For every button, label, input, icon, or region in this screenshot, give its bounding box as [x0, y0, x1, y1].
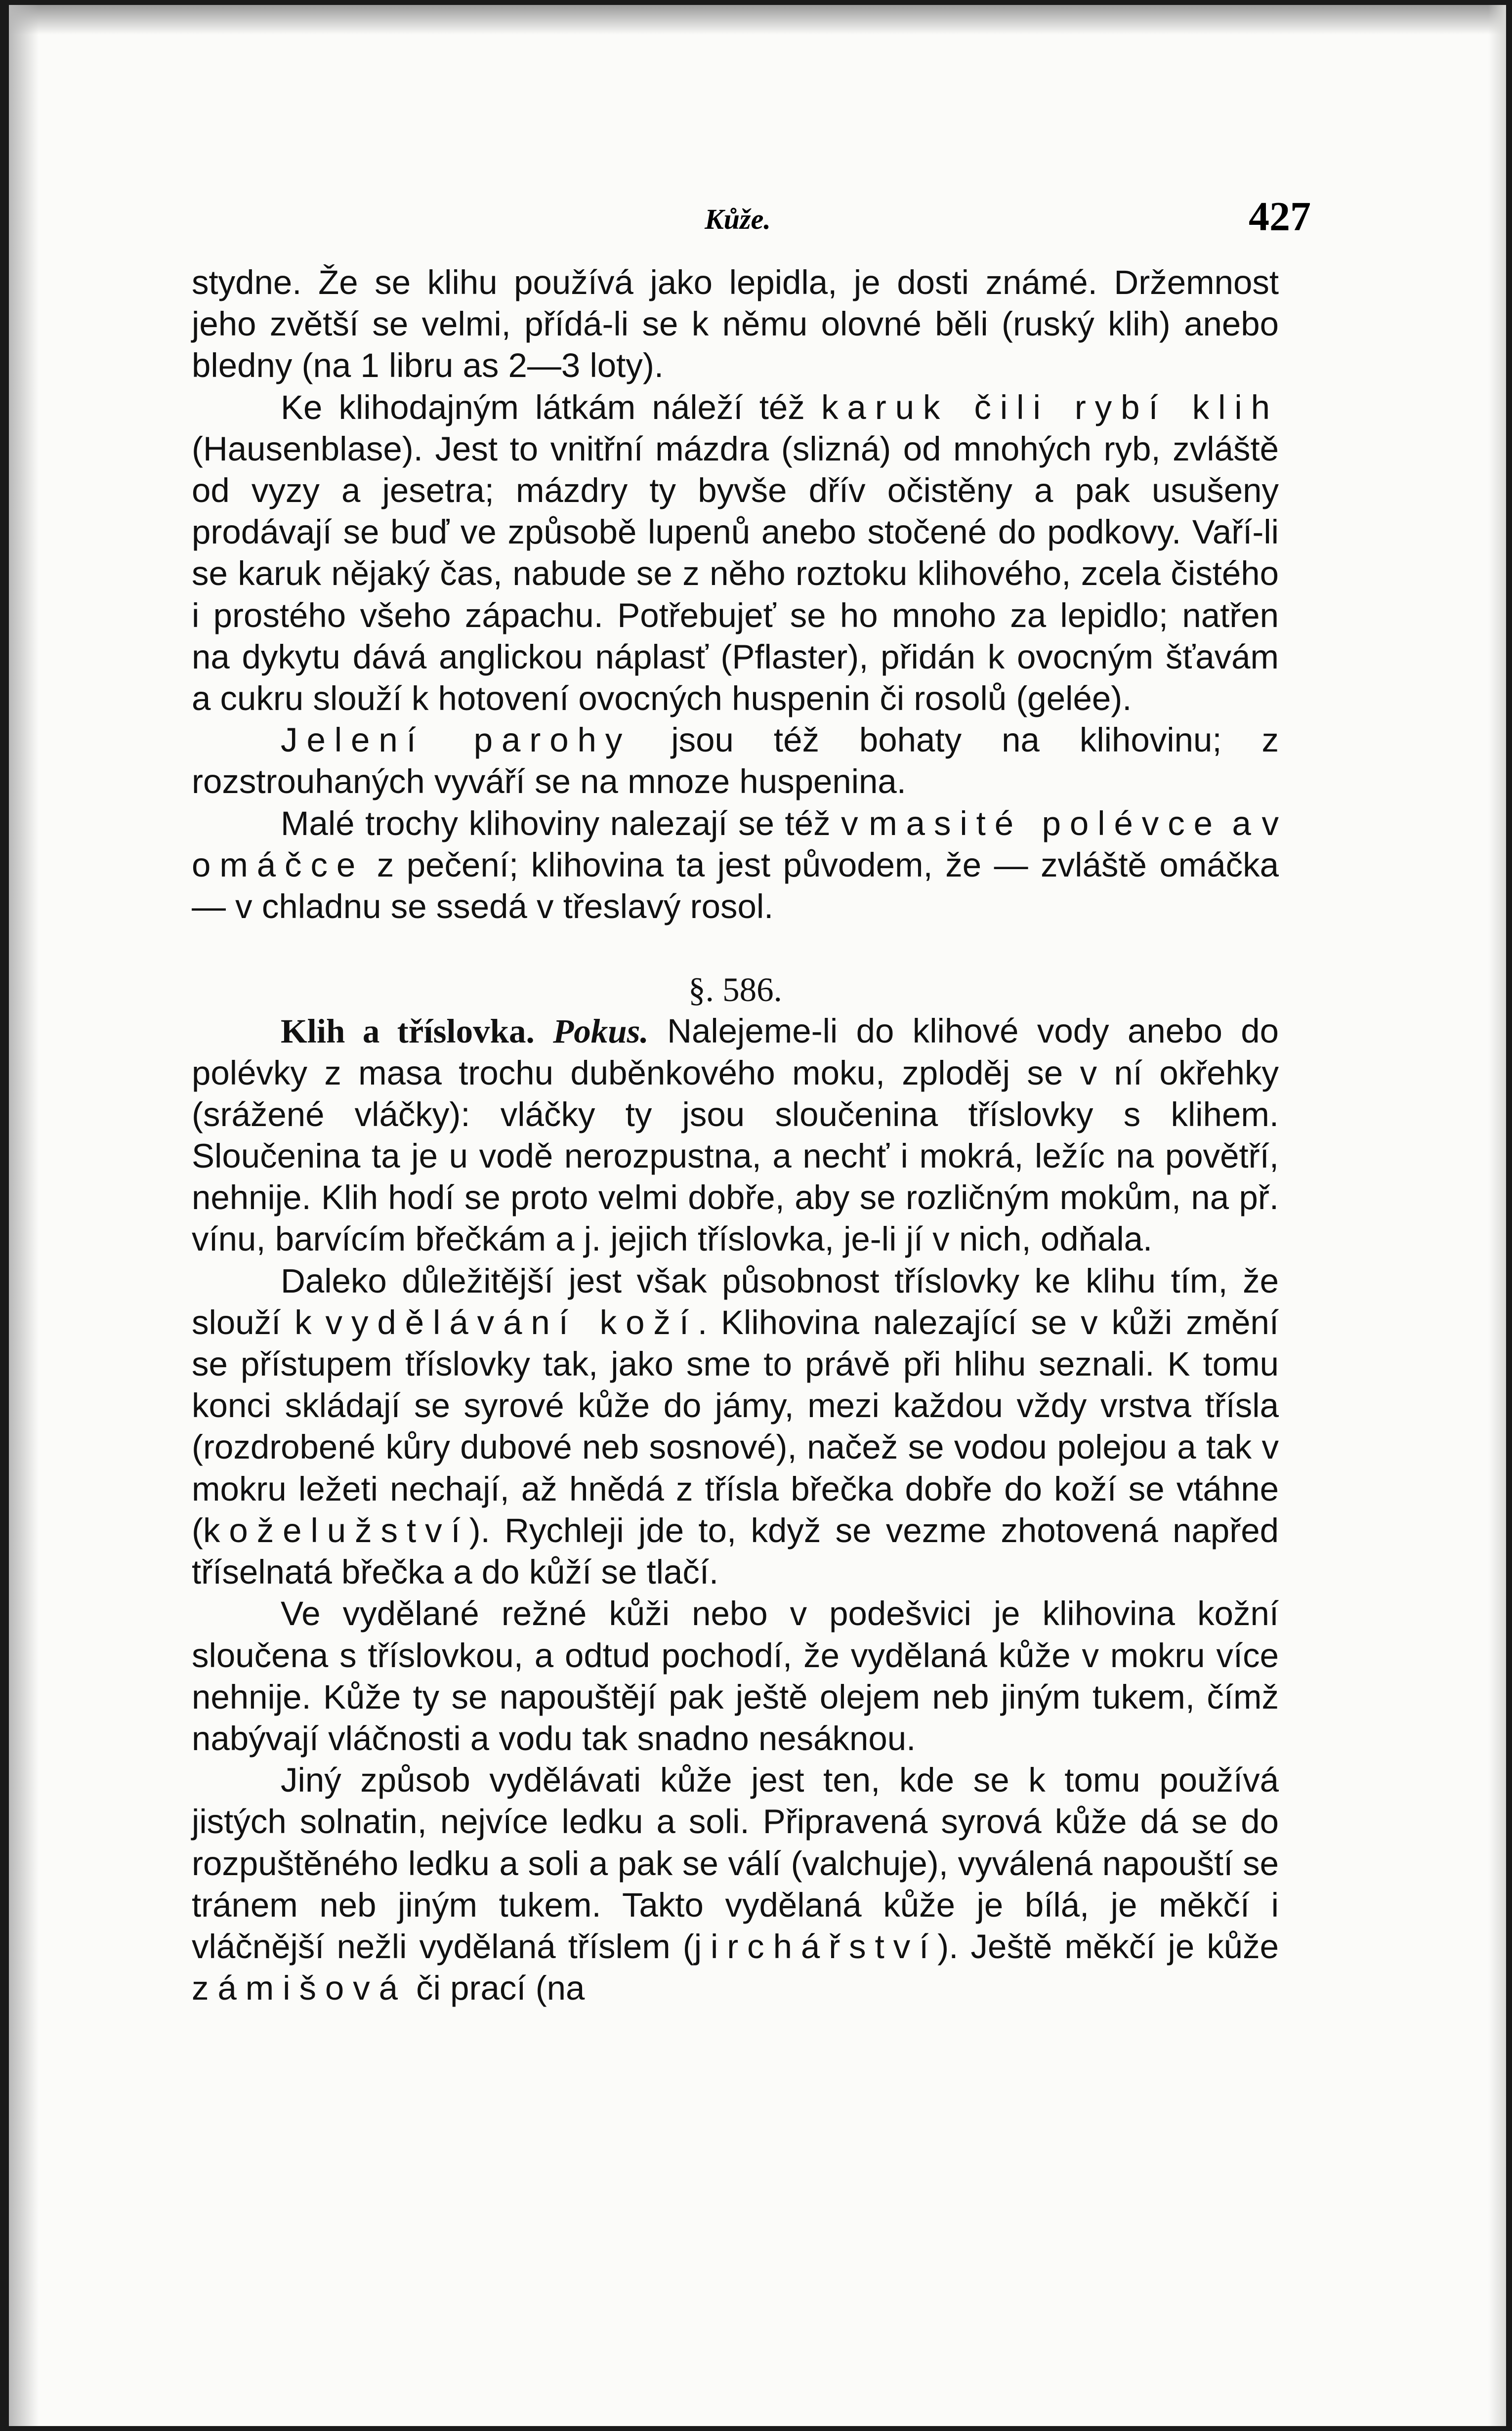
page-top-shadow	[9, 5, 1506, 35]
paragraph	[192, 387, 1279, 720]
paragraph-text: Ke klihodajným látkám náleží též	[281, 388, 821, 426]
paragraph-text: a v	[1221, 804, 1279, 842]
paragraph	[192, 1760, 1279, 2009]
section-heading: Klih a tříslovka.	[281, 1012, 535, 1050]
paragraph-text: Nalejeme-li do klihové vody anebo do polévky z masa trochu duběnkového moku, zploděj se v ní okřehky (srážené vláčky): vláčky ty jsou sloučenina tříslovky s klihem. Sloučenina ta je u vodě nerozpustna, a nechť i mokrá, ležíc na povětří, nehnije. Klih hodí se proto velmi dobře, aby se rozličným mokům, na př. vínu, barvícím břečkám a j. jejich tříslovka, je-li jí v nich, odňala.	[192, 1012, 1279, 1258]
paragraph	[192, 1593, 1279, 1760]
paragraph	[192, 803, 1279, 928]
emphasis-text: zámišová	[192, 1969, 407, 2008]
running-head: Kůže.	[705, 203, 771, 235]
paragraph-text: stydne. Že se klihu používá jako lepidla, je dosti známé. Držemnost jeho zvětší se velmi, přídá-li se k němu olovné běli (ruský klih) anebo bledny (na 1 libru as 2—3 loty).	[192, 263, 1279, 385]
paragraph-text: Daleko důležitější jest však působnost tříslovky ke klihu tím, že slouží k	[192, 1261, 1279, 1341]
paragraph-text: ). Rychleji jde to, když se vezme zhotovená napřed tříselnatá břečka a do kůží se tlačí.	[192, 1511, 1279, 1592]
paragraph	[192, 262, 1279, 387]
paragraph-text: jsou též bohaty na klihovinu; z rozstrouhaných vyváří se na mnoze huspenina.	[192, 721, 1279, 801]
page-number: 427	[1249, 194, 1311, 240]
body-text	[192, 262, 1279, 2009]
paragraph	[192, 719, 1279, 802]
paragraph-text: z pečení; klihovina ta jest původem, že — zvláště omáčka — v chladnu se ssedá v třeslavý rosol.	[192, 845, 1279, 926]
paragraph-text: Jiný způsob vydělávati kůže jest ten, kde se k tomu používá jistých solnatin, nejvíce ledku a soli. Připravená syrová kůže dá se do rozpuštěného ledku a soli a pak se válí (valchuje), vyválená napouští se tránem neb jiným tukem. Takto vydělaná kůže je bílá, je měkčí i vláčnější nežli vydělaná tříslem (	[192, 1761, 1279, 1966]
emphasis-text: jirchářství	[694, 1927, 938, 1966]
section-number: §. 586.	[688, 971, 782, 1009]
emphasis-text: Jelení parohy	[281, 721, 631, 759]
page-header	[192, 188, 1311, 242]
page-left-shadow	[9, 5, 39, 2426]
experiment-label: Pokus.	[553, 1012, 649, 1050]
emphasis-text: koželužství	[203, 1511, 469, 1550]
paragraph-text: (Hausenblase). Jest to vnitřní mázdra (slizná) od mnohých ryb, zvláště od vyzy a jesetra; mázdry ty byvše dřív očistěny a pak usušeny prodávají se buď ve způsobě lupenů anebo stočené do podkovy. Vaří-li se karuk nějaký čas, nabude se z něho roztoku klihového, zcela čistého i prostého všeho zápachu. Potřebujeť se ho mnoho za lepidlo; natřen na dykytu dává anglickou náplasť (Pflaster), přidán k ovocným šťavám a cukru slouží k hotovení ovocných huspenin či rosolů (gelée).	[192, 429, 1279, 718]
paragraph-text: či prací (na	[406, 1969, 585, 2008]
book-page	[9, 5, 1506, 2426]
paragraph-text: Malé trochy klihoviny nalezají se též v	[281, 804, 869, 842]
page-right-edge	[1488, 5, 1506, 2426]
paragraph-text: ). Ještě měkčí je kůže	[937, 1927, 1279, 1966]
paragraph	[192, 1260, 1279, 1593]
emphasis-text: masité polévce	[869, 804, 1221, 842]
emphasis-text: karuk čili rybí klih	[821, 388, 1279, 426]
paragraph-text: . Klihovina nalezající se v kůži změní se přístupem tříslovky tak, jako sme to právě při hlihu seznali. K tomu konci skládají se syrové kůže do jámy, mezi každou vždy vrstva třísla (rozdrobené kůry dubové neb sosnové), načež se vodou polejou a tak v mokru ležeti nechají, až hnědá z třísla břečka dobře do koží se vtáhne (	[192, 1303, 1279, 1550]
emphasis-text: vydělávání koží	[325, 1303, 698, 1341]
paragraph	[192, 1010, 1279, 1260]
emphasis-text: omáčce	[192, 845, 365, 884]
paragraph-text: Ve vydělané režné kůži nebo v podešvici je klihovina kožní sloučena s tříslovkou, a odtud pochodí, že vydělaná kůže v mokru více nehnije. Kůže ty se napouštějí pak ještě olejem neb jiným tukem, čímž nabývají vláčnosti a vodu tak snadno nesáknou.	[192, 1594, 1279, 1758]
